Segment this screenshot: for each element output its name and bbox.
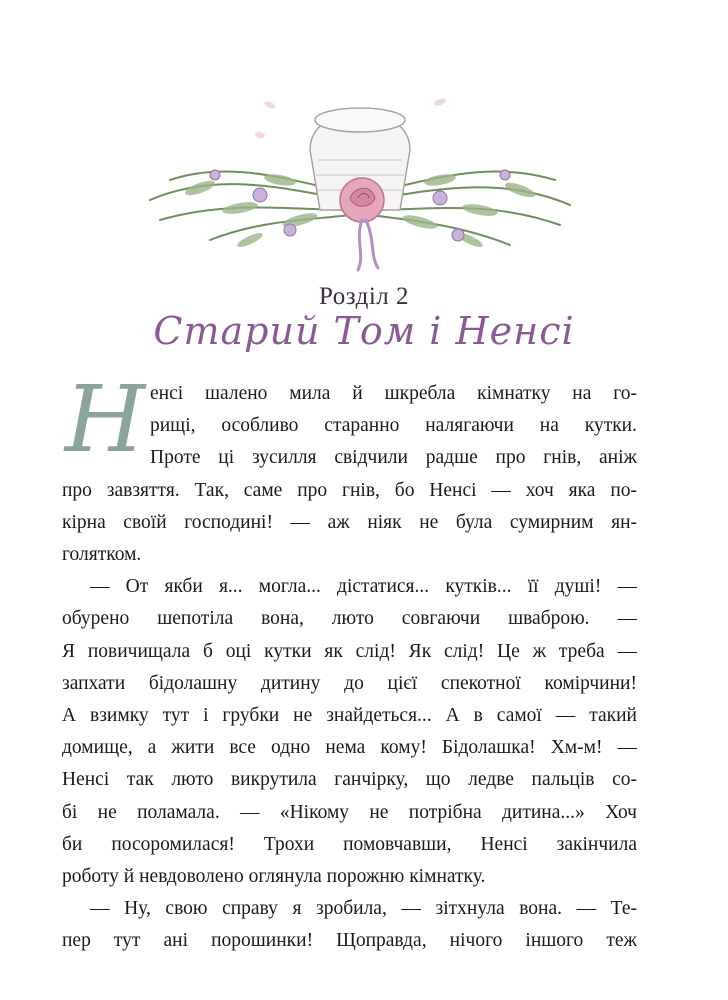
text-line: запхати бідолашну дитину до цієї спекотної комірчини!	[62, 672, 637, 694]
text-line: — Ну, свою справу я зробила, — зітхнула вона. — Те-	[90, 898, 637, 920]
text-line: бі не поламала. — «Нікому не потрібна дитина...» Хоч	[62, 801, 637, 823]
floral-ornament-icon	[140, 80, 580, 280]
text-line: Проте ці зусилля свідчили радше про гнів, аніж	[150, 447, 637, 469]
body-text	[62, 378, 637, 958]
chapter-label: Розділ 2	[318, 283, 410, 310]
text-line: А взимку тут і грубки не знайдеться... А в самої — такий	[62, 705, 637, 727]
text-line: голятком.	[62, 544, 142, 566]
text-line: кірна своїй господині! — аж ніяк не була сумирним ян-	[62, 511, 637, 533]
text-line: пер тут ані порошинки! Щоправда, нічого іншого теж	[62, 930, 637, 952]
text-line: обурено шепотіла вона, люто совгаючи шваброю. —	[62, 608, 637, 630]
chapter-title: Старий Том і Ненсі	[153, 309, 575, 353]
text-line: про завзяття. Так, саме про гнів, бо Ненсі — хоч яка по-	[62, 479, 637, 501]
text-line: — От якби я... могла... дістатися... кутків... її душі! —	[90, 576, 637, 598]
text-line: Я повичищала б оці кутки як слід! Як слід! Це ж треба —	[62, 640, 637, 662]
text-line: енсі шалено мила й шкребла кімнатку на го-	[150, 383, 637, 404]
text-line: рищі, особливо старанно налягаючи на кутки.	[150, 415, 637, 437]
dropcap-letter: Н	[64, 366, 146, 473]
text-line: Ненсі так люто викрутила ганчірку, що ледве пальців со-	[62, 769, 637, 791]
text-line: роботу й невдоволено оглянула порожню кімнатку.	[62, 866, 486, 888]
text-line: домище, а жити все одно нема кому! Бідолашка! Хм-м! —	[62, 737, 637, 759]
text-line: би посоромилася! Трохи помовчавши, Ненсі закінчила	[62, 833, 637, 855]
